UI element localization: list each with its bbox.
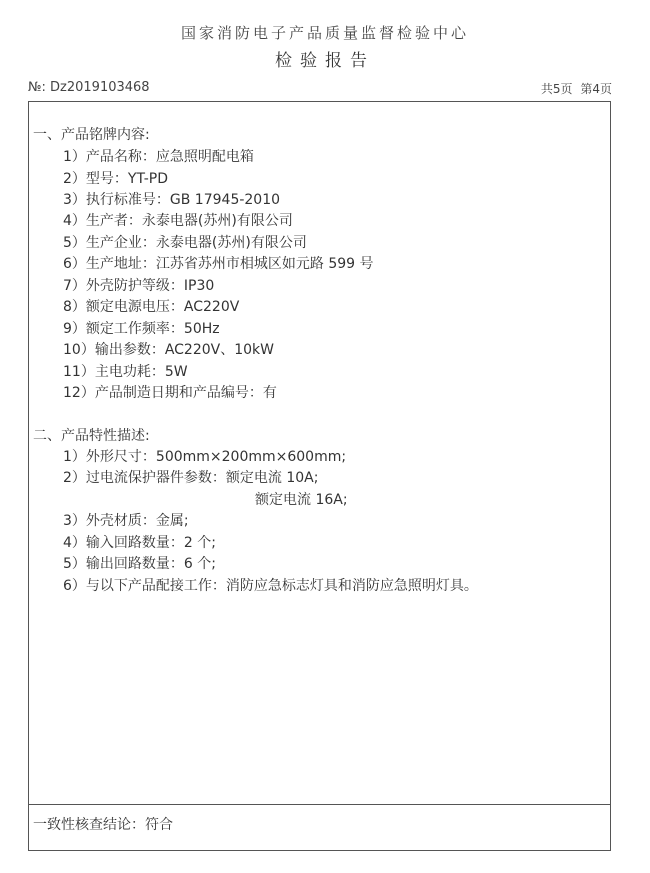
section1-heading: 一、产品铭牌内容: bbox=[33, 127, 150, 143]
nameplate-item: 11）主电功耗：5W bbox=[63, 364, 188, 380]
page-info bbox=[537, 80, 612, 97]
nameplate-item: 1）产品名称：应急照明配电箱 bbox=[63, 149, 254, 165]
report-number: №: Dz2019103468 bbox=[28, 80, 150, 95]
characteristic-item: 2）过电流保护器件参数：额定电流 10A; bbox=[63, 470, 319, 486]
characteristic-item: 6）与以下产品配接工作：消防应急标志灯具和消防应急照明灯具。 bbox=[63, 578, 478, 594]
issuing-organization: 国家消防电子产品质量监督检验中心 bbox=[180, 24, 469, 42]
nameplate-item: 9）额定工作频率：50Hz bbox=[63, 321, 220, 337]
nameplate-item: 10）输出参数：AC220V、10kW bbox=[63, 342, 274, 358]
characteristic-item: 5）输出回路数量：6 个; bbox=[63, 556, 216, 572]
nameplate-item: 4）生产者：永泰电器(苏州)有限公司 bbox=[63, 213, 293, 229]
report-body-frame bbox=[28, 101, 611, 851]
nameplate-item: 12）产品制造日期和产品编号：有 bbox=[63, 385, 277, 401]
nameplate-item: 7）外壳防护等级：IP30 bbox=[63, 278, 215, 294]
nameplate-item: 3）执行标准号：GB 17945-2010 bbox=[63, 192, 281, 208]
section2-heading: 二、产品特性描述: bbox=[33, 428, 150, 444]
nameplate-item: 8）额定电源电压：AC220V bbox=[63, 299, 240, 315]
nameplate-item: 5）生产企业：永泰电器(苏州)有限公司 bbox=[63, 235, 307, 251]
document-title: 检验报告 bbox=[275, 51, 375, 71]
conclusion-divider bbox=[29, 804, 610, 805]
characteristic-item-continuation: 额定电流 16A; bbox=[255, 492, 348, 508]
characteristic-item: 1）外形尺寸：500mm×200mm×600mm; bbox=[63, 449, 347, 465]
nameplate-item: 6）生产地址：江苏省苏州市相城区如元路 599 号 bbox=[63, 256, 374, 272]
total-pages: 共5页 bbox=[540, 82, 573, 96]
current-page: 第4页 bbox=[580, 82, 612, 96]
conformity-conclusion: 一致性核查结论：符合 bbox=[33, 817, 173, 833]
characteristic-item: 4）输入回路数量：2 个; bbox=[63, 535, 216, 551]
characteristic-item: 3）外壳材质：金属; bbox=[63, 513, 189, 529]
nameplate-item: 2）型号：YT-PD bbox=[63, 171, 168, 187]
